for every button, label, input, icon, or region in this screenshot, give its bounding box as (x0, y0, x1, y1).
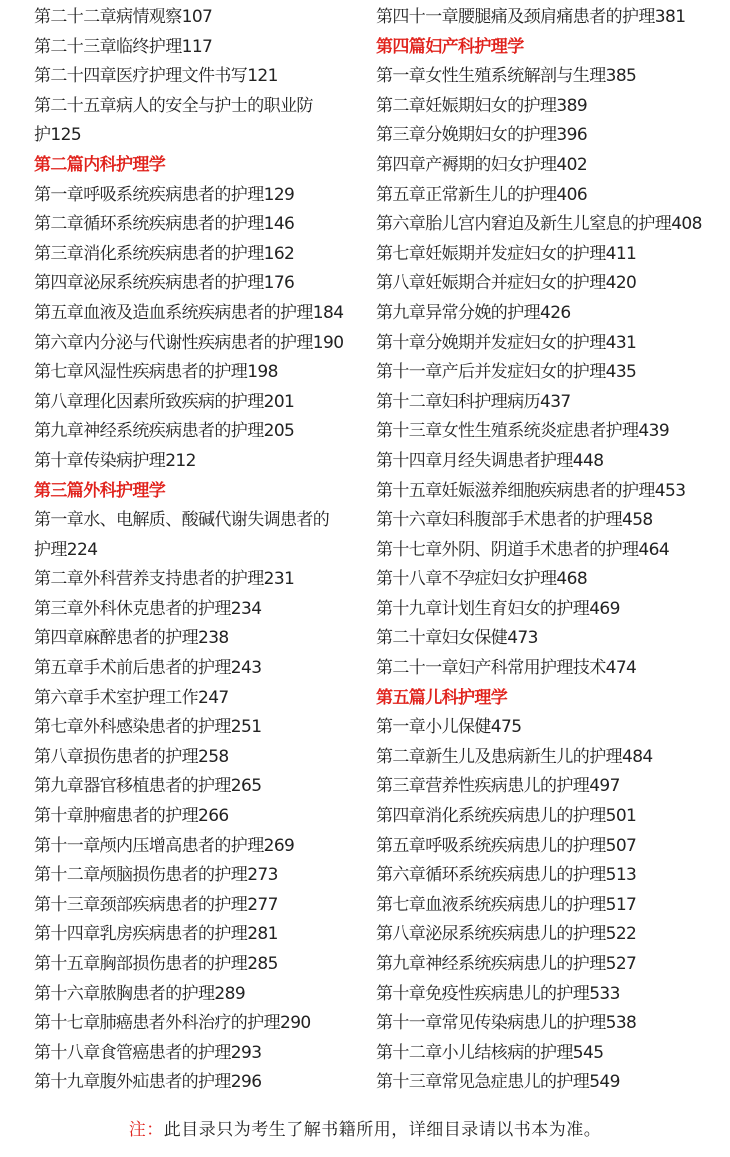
toc-entry: 第十二章小儿结核病的护理545 (376, 1042, 604, 1063)
toc-entry: 第十三章颈部疾病患者的护理277 (34, 894, 278, 915)
footer-note-text: 此目录只为考生了解书籍所用，详细目录请以书本为准。 (163, 1120, 602, 1140)
toc-entry: 第四十一章腰腿痛及颈肩痛患者的护理381 (376, 7, 686, 27)
toc-entry: 第二章外科营养支持患者的护理231 (34, 569, 295, 590)
toc-entry: 第九章神经系统疾病患儿的护理527 (376, 954, 637, 974)
toc-entry: 第十一章产后并发症妇女的护理435 (376, 362, 637, 383)
toc-entry: 第二十五章病人的安全与护士的职业防 (34, 95, 313, 116)
toc-entry: 第九章器官移植患者的护理265 (34, 776, 262, 797)
toc-entry: 第十六章妇科腹部手术患者的护理458 (376, 510, 653, 531)
toc-entry: 第三章外科休克患者的护理234 (34, 598, 262, 619)
toc-entry: 第十章分娩期并发症妇女的护理431 (376, 332, 637, 353)
toc-entry: 第五章正常新生儿的护理406 (376, 184, 588, 205)
toc-entry: 第二十一章妇产科常用护理技术474 (376, 658, 637, 679)
toc-entry: 第二十三章临终护理117 (34, 36, 213, 57)
toc-entry: 第八章损伤患者的护理258 (34, 746, 229, 767)
toc-entry: 第一章呼吸系统疾病患者的护理129 (34, 184, 295, 205)
toc-entry: 第一章小儿保健475 (376, 717, 522, 738)
section-heading: 第三篇外科护理学 (34, 480, 166, 501)
toc-entry: 第二十四章医疗护理文件书写121 (34, 66, 278, 87)
section-heading: 第二篇内科护理学 (34, 154, 166, 175)
toc-entry: 第七章风湿性疾病患者的护理198 (34, 362, 278, 383)
toc-entry: 第二十章妇女保健473 (376, 628, 538, 649)
toc-entry: 第三章营养性疾病患儿的护理497 (376, 776, 620, 797)
toc-entry: 第六章手术室护理工作247 (34, 687, 229, 708)
toc-entry: 第十八章食管癌患者的护理293 (34, 1042, 262, 1063)
footer-note (0, 1118, 730, 1142)
toc-entry: 第十六章脓胸患者的护理289 (34, 983, 246, 1004)
toc-entry: 第二章新生儿及患病新生儿的护理484 (376, 746, 653, 767)
toc-entry: 第十二章颅脑损伤患者的护理273 (34, 865, 278, 886)
toc-entry: 第四章产褥期的妇女护理402 (376, 154, 588, 175)
toc-entry: 第六章循环系统疾病患儿的护理513 (376, 865, 637, 886)
toc-entry: 第五章血液及造血系统疾病患者的护理184 (34, 302, 344, 323)
toc-entry: 第一章水、电解质、酸碱代谢失调患者的 (34, 510, 330, 531)
toc-right-column (376, 3, 726, 1098)
toc-entry: 第四章消化系统疾病患儿的护理501 (376, 806, 637, 827)
toc-entry: 第十三章常见急症患儿的护理549 (376, 1072, 620, 1093)
toc-entry: 第七章妊娠期并发症妇女的护理411 (376, 243, 637, 264)
toc-entry: 第六章胎儿宫内窘迫及新生儿窒息的护理408 (376, 214, 702, 235)
toc-left-column (34, 3, 370, 1098)
toc-entry: 第十七章肺癌患者外科治疗的护理290 (34, 1013, 311, 1034)
toc-entry: 护125 (34, 125, 82, 146)
toc-entry: 第二章妊娠期妇女的护理389 (376, 95, 588, 116)
toc-entry: 第十四章乳房疾病患者的护理281 (34, 924, 278, 945)
toc-entry: 第五章手术前后患者的护理243 (34, 658, 262, 679)
toc-entry: 第三章分娩期妇女的护理396 (376, 125, 588, 146)
toc-entry: 第五章呼吸系统疾病患儿的护理507 (376, 835, 637, 856)
toc-entry: 第十一章颅内压增高患者的护理269 (34, 835, 295, 856)
toc-entry: 护理224 (34, 539, 98, 560)
section-heading: 第四篇妇产科护理学 (376, 36, 524, 57)
toc-entry: 第十五章胸部损伤患者的护理285 (34, 954, 278, 974)
toc-entry: 第八章理化因素所致疾病的护理201 (34, 391, 295, 412)
toc-entry: 第十七章外阴、阴道手术患者的护理464 (376, 539, 670, 560)
toc-entry: 第十一章常见传染病患儿的护理538 (376, 1013, 637, 1034)
toc-entry: 第三章消化系统疾病患者的护理162 (34, 243, 295, 264)
footer-note-label: 注： (128, 1120, 164, 1140)
toc-entry: 第十章肿瘤患者的护理266 (34, 806, 229, 827)
toc-entry: 第一章女性生殖系统解剖与生理385 (376, 66, 637, 87)
toc-entry: 第四章泌尿系统疾病患者的护理176 (34, 273, 295, 294)
toc-entry: 第十四章月经失调患者护理448 (376, 450, 604, 471)
toc-entry: 第七章外科感染患者的护理251 (34, 717, 262, 738)
toc-entry: 第十九章腹外疝患者的护理296 (34, 1072, 262, 1093)
toc-entry: 第四章麻醉患者的护理238 (34, 628, 229, 649)
toc-entry: 第十五章妊娠滋养细胞疾病患者的护理453 (376, 480, 686, 501)
section-heading: 第五篇儿科护理学 (376, 687, 508, 708)
toc-entry: 第十章免疫性疾病患儿的护理533 (376, 983, 620, 1004)
toc-entry: 第八章泌尿系统疾病患儿的护理522 (376, 924, 637, 945)
toc-entry: 第六章内分泌与代谢性疾病患者的护理190 (34, 332, 344, 353)
toc-entry: 第七章血液系统疾病患儿的护理517 (376, 894, 637, 915)
toc-entry: 第九章异常分娩的护理426 (376, 302, 571, 323)
toc-entry: 第十九章计划生育妇女的护理469 (376, 598, 620, 619)
toc-entry: 第二十二章病情观察107 (34, 7, 213, 27)
toc-entry: 第二章循环系统疾病患者的护理146 (34, 214, 295, 235)
toc-entry: 第十三章女性生殖系统炎症患者护理439 (376, 421, 670, 442)
toc-entry: 第八章妊娠期合并症妇女的护理420 (376, 273, 637, 294)
toc-entry: 第十二章妇科护理病历437 (376, 391, 571, 412)
toc-entry: 第九章神经系统疾病患者的护理205 (34, 421, 295, 442)
toc-entry: 第十八章不孕症妇女护理468 (376, 569, 588, 590)
toc-entry: 第十章传染病护理212 (34, 450, 196, 471)
